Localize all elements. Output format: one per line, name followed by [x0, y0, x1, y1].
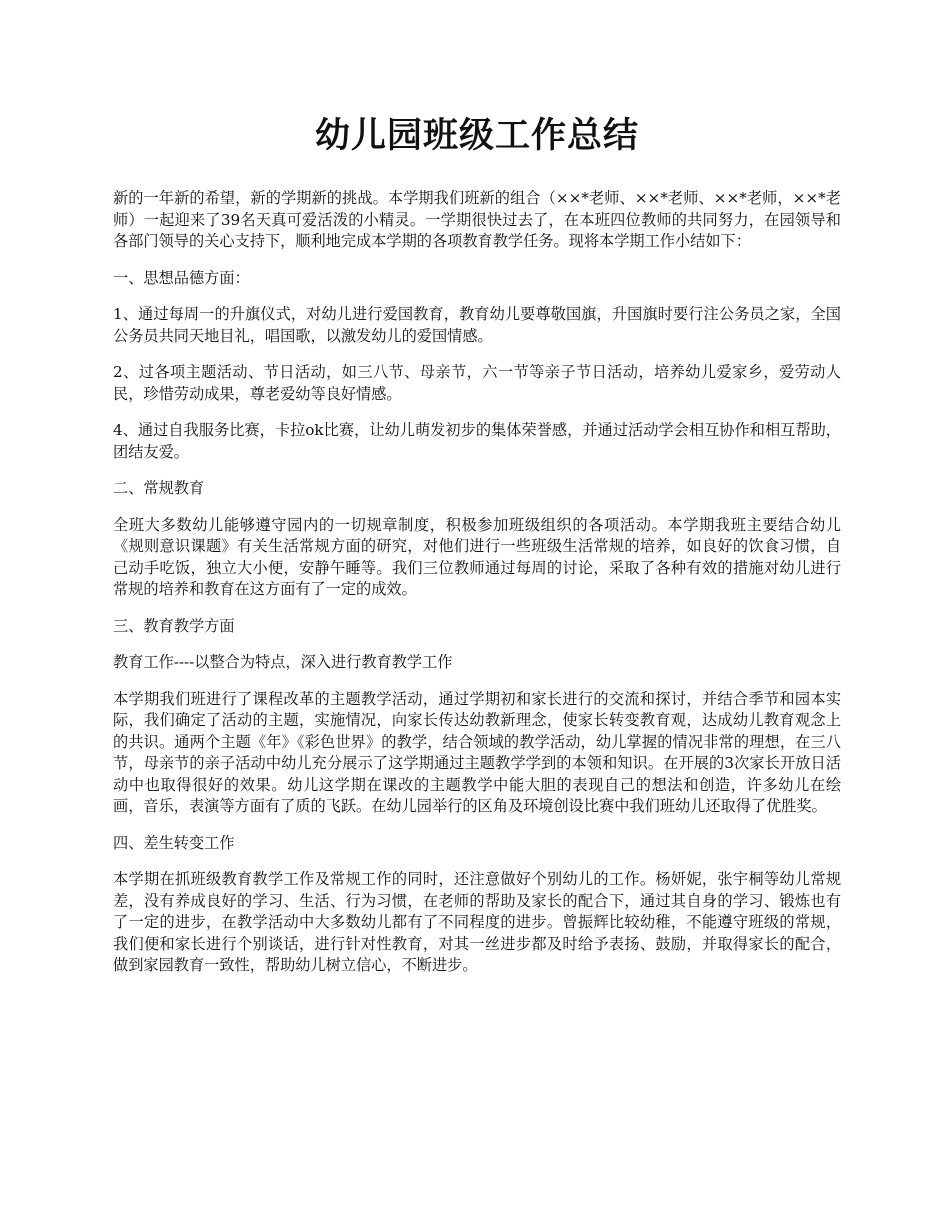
routine-paragraph: 全班大多数幼儿能够遵守园内的一切规章制度，积极参加班级组织的各项活动。本学期我班主要结合幼儿《规则意识课题》有关生活常规方面的研究，对他们进行一些班级生活常规的培养，如良好的饮食习惯，自己动手吃饭，独立大小便，安静午睡等。我们三位教师通过每周的讨论，采取了各种有效的措施对幼儿进行常规的培养和教育在这方面有了一定的成效。: [113, 515, 841, 598]
ideology-item-2: 2、过各项主题活动、节日活动，如三八节、母亲节，六一节等亲子节日活动，培养幼儿爱家乡，爱劳动人民，珍惜劳动成果，尊老爱幼等良好情感。: [113, 363, 841, 403]
section-heading-routine: 二、常规教育: [113, 479, 205, 497]
intro-paragraph: 新的一年新的希望，新的学期新的挑战。本学期我们班新的组合（××*老师、××*老师、××*老师，××*老师）一起迎来了39名天真可爱活泼的小精灵。一学期很快过去了，在本班四位教师的共同努力，在园领导和各部门领导的关心支持下，顺利地完成本学期的各项教育教学任务。现将本学期工作小结如下：: [113, 189, 841, 250]
teaching-paragraph: 本学期我们班进行了课程改革的主题教学活动，通过学期初和家长进行的交流和探讨，并结合季节和园本实际，我们确定了活动的主题，实施情况，向家长传达幼教新理念，使家长转变教育观，达成幼儿教育观念上的共识。通两个主题《年》《彩色世界》的教学，结合领域的教学活动，幼儿掌握的情况非常的理想，在三八节，母亲节的亲子活动中幼儿充分展示了这学期通过主题教学学到的本领和知识。在开展的3次家长开放日活动中也取得很好的效果。幼儿这学期在课改的主题教学中能大胆的表现自己的想法和创造，许多幼儿在绘画，音乐，表演等方面有了质的飞跃。在幼儿园举行的区角及环境创设比赛中我们班幼儿还取得了优胜奖。: [113, 689, 841, 815]
ideology-item-4: 4、通过自我服务比赛，卡拉ok比赛，让幼儿萌发初步的集体荣誉感，并通过活动学会相互协作和相互帮助，团结友爱。: [113, 421, 841, 461]
teaching-subheading: 教育工作----以整合为特点，深入进行教育教学工作: [113, 653, 453, 671]
ideology-item-1: 1、通过每周一的升旗仪式，对幼儿进行爱国教育，教育幼儿要尊敬国旗，升国旗时要行注公务员之家，全国公务员共同天地目礼，唱国歌，以激发幼儿的爱国情感。: [113, 305, 841, 345]
section-heading-improvement: 四、差生转变工作: [113, 833, 235, 852]
section-heading-teaching: 三、教育教学方面: [113, 616, 235, 635]
section-heading-ideology: 一、思想品德方面：: [113, 268, 250, 287]
document-title: 幼儿园班级工作总结: [314, 115, 639, 156]
document-page: [113, 112, 841, 992]
improvement-paragraph: 本学期在抓班级教育教学工作及常规工作的同时，还注意做好个别幼儿的工作。杨妍妮，张宇桐等幼儿常规差，没有养成良好的学习、生活、行为习惯，在老师的帮助及家长的配合下，通过其自身的学习、锻炼也有了一定的进步，在教学活动中大多数幼儿都有了不同程度的进步。曾振辉比较幼稚，不能遵守班级的常规，我们便和家长进行个别谈话，进行针对性教育，对其一丝进步都及时给予表扬、鼓励，并取得家长的配合，做到家园教育一致性，帮助幼儿树立信心，不断进步。: [113, 870, 841, 974]
